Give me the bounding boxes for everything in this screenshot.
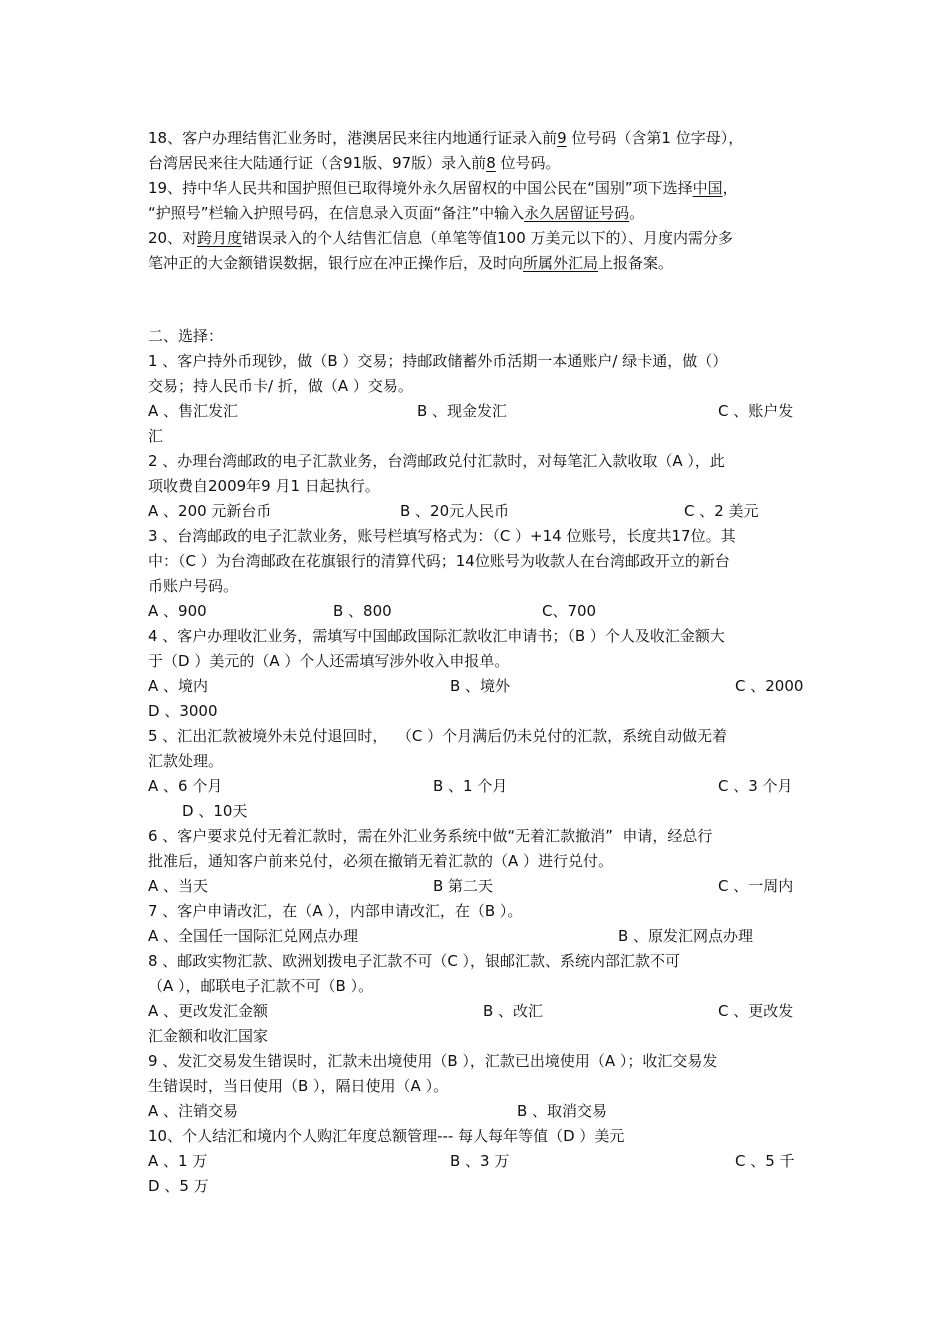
option-c: C 、3 个月 — [718, 777, 793, 795]
text: “护照号”栏输入护照号码，在信息录入页面“备注”中输入 — [148, 204, 525, 222]
answer-blank: 9 — [557, 129, 567, 147]
question-5-line-2: 汇款处理。 — [148, 752, 224, 770]
option-b: B 、现金发汇 — [417, 402, 508, 420]
question-3-line-1: 3 、台湾邮政的电子汇款业务，账号栏填写格式为：（C ）+14 位账号，长度共17位。其 — [148, 527, 736, 545]
question-19-line-2 — [148, 201, 644, 225]
text: 18、客户办理结售汇业务时，港澳居民来往内地通行证录入前 — [148, 129, 558, 147]
question-6-line-1: 6 、客户要求兑付无着汇款时，需在外汇业务系统中做“无着汇款撤消” 申请，经总行 — [148, 827, 713, 845]
question-20-line-1 — [148, 226, 733, 250]
question-18-line-2 — [148, 151, 561, 175]
question-8-line-1: 8 、邮政实物汇款、欧洲划拨电子汇款不可（C ），银邮汇款、系统内部汇款不可 — [148, 952, 681, 970]
text: 19、持中华人民共和国护照但已取得境外永久居留权的中国公民在“国别”项下选择 — [148, 179, 693, 197]
question-3-line-2: 中：（C ）为台湾邮政在花旗银行的清算代码；14位账号为收款人在台湾邮政开立的新台 — [148, 552, 730, 570]
section-title: 二、选择： — [148, 327, 224, 345]
question-5-line-1: 5 、汇出汇款被境外未兑付退回时， （C ）个月满后仍未兑付的汇款，系统自动做无着 — [148, 727, 728, 745]
text: 20、对 — [148, 229, 198, 247]
option-a: A 、全国任一国际汇兑网点办理 — [148, 927, 359, 945]
option-d: D 、3000 — [148, 702, 218, 720]
option-c: C、700 — [542, 602, 597, 620]
option-c: C 、2000 — [735, 677, 804, 695]
question-19-line-1 — [148, 176, 738, 200]
option-c: C 、2 美元 — [684, 502, 759, 520]
answer-blank: 中国 — [692, 179, 723, 197]
question-9-line-1: 9 、发汇交易发生错误时，汇款未出境使用（B ），汇款已出境使用（A ）；收汇交易发 — [148, 1052, 718, 1070]
text: 上报备案。 — [598, 254, 674, 272]
option-c: C 、账户发 — [718, 402, 794, 420]
option-b: B 第二天 — [433, 877, 494, 895]
option-b: B 、800 — [333, 602, 392, 620]
answer-blank: 8 — [486, 154, 496, 172]
text: 。 — [629, 204, 645, 222]
option-a: A 、境内 — [148, 677, 209, 695]
question-2-line-1: 2 、办理台湾邮政的电子汇款业务，台湾邮政兑付汇款时，对每笔汇入款收取（A ），此 — [148, 452, 725, 470]
option-b: B 、3 万 — [450, 1152, 510, 1170]
question-10-line-1: 10、个人结汇和境内个人购汇年度总额管理--- 每人每年等值（D ）美元 — [148, 1127, 625, 1145]
text: 笔冲正的大金额错误数据，银行应在冲正操作后，及时向 — [148, 254, 524, 272]
option-a: A 、当天 — [148, 877, 209, 895]
answer-blank: 跨月度 — [197, 229, 243, 247]
question-9-line-2: 生错误时，当日使用（B ），隔日使用（A ）。 — [148, 1077, 449, 1095]
option-b: B 、境外 — [450, 677, 511, 695]
option-b: B 、20元人民币 — [400, 502, 510, 520]
option-c-continued: 汇 — [148, 427, 164, 445]
option-b: B 、取消交易 — [517, 1102, 608, 1120]
option-a: A 、6 个月 — [148, 777, 223, 795]
answer-blank: 永久居留证号码 — [524, 204, 630, 222]
answer-blank: 所属外汇局 — [523, 254, 599, 272]
question-8-line-2: （A ），邮联电子汇款不可（B ）。 — [148, 977, 374, 995]
option-c: C 、一周内 — [718, 877, 794, 895]
question-4-line-1: 4 、客户办理收汇业务，需填写中国邮政国际汇款收汇申请书；（B ）个人及收汇金额大 — [148, 627, 725, 645]
option-a: A 、售汇发汇 — [148, 402, 239, 420]
option-c: C 、5 千 — [735, 1152, 795, 1170]
text: ， — [722, 179, 738, 197]
option-c: C 、更改发 — [718, 1002, 794, 1020]
question-18-line-1 — [148, 126, 743, 150]
question-1-line-1: 1 、客户持外币现钞，做（B ）交易；持邮政储蓄外币活期一本通账户/ 绿卡通，做（） — [148, 352, 728, 370]
option-d: D 、5 万 — [148, 1177, 209, 1195]
question-6-line-2: 批准后，通知客户前来兑付，必须在撤销无着汇款的（A ）进行兑付。 — [148, 852, 614, 870]
option-b: B 、改汇 — [483, 1002, 544, 1020]
option-a: A 、注销交易 — [148, 1102, 239, 1120]
option-c-continued: 汇金额和收汇国家 — [148, 1027, 269, 1045]
question-3-line-3: 币账户号码。 — [148, 577, 239, 595]
option-b: B 、原发汇网点办理 — [618, 927, 754, 945]
option-a: A 、200 元新台币 — [148, 502, 272, 520]
text: 错误录入的个人结售汇信息（单笔等值100 万美元以下的）、月度内需分多 — [242, 229, 734, 247]
option-d: D 、10天 — [182, 802, 248, 820]
question-7-line-1: 7 、客户申请改汇，在（A ），内部申请改汇，在（B ）。 — [148, 902, 523, 920]
question-2-line-2: 项收费自2009年9 月1 日起执行。 — [148, 477, 380, 495]
text: 位号码（含第1 位字母）， — [566, 129, 744, 147]
option-a: A 、900 — [148, 602, 207, 620]
option-a: A 、1 万 — [148, 1152, 208, 1170]
text: 台湾居民来往大陆通行证（含91版、97版）录入前 — [148, 154, 487, 172]
question-20-line-2 — [148, 251, 673, 275]
option-b: B 、1 个月 — [433, 777, 508, 795]
text: 位号码。 — [495, 154, 561, 172]
question-4-line-2: 于（D ）美元的（A ）个人还需填写涉外收入申报单。 — [148, 652, 510, 670]
option-a: A 、更改发汇金额 — [148, 1002, 269, 1020]
question-1-line-2: 交易；持人民币卡/ 折，做（A ）交易。 — [148, 377, 413, 395]
